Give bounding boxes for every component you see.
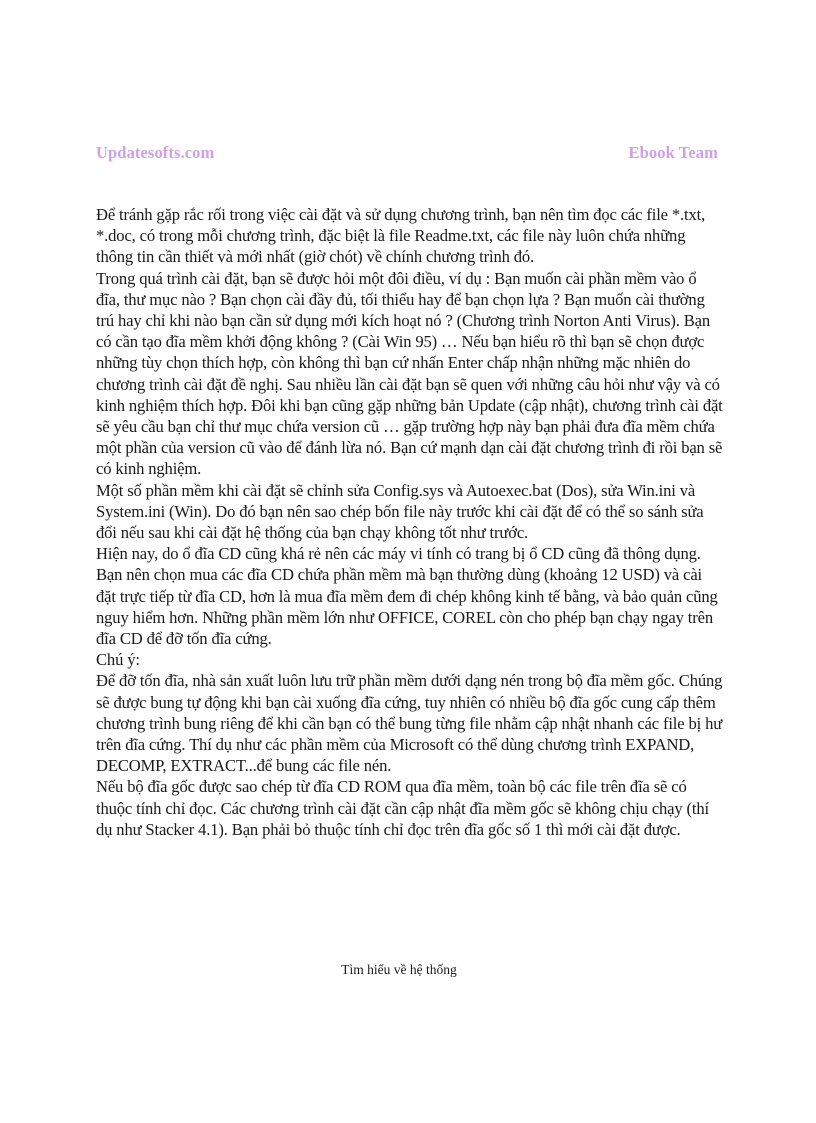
paragraph-compression: Để đỡ tốn đĩa, nhà sản xuất luôn lưu trữ phần mềm dưới dạng nén trong bộ đĩa mềm gốc. Chúng sẽ được bung tự động khi bạn cài xuống đĩa cứng, tuy nhiên có nhiều bộ đĩa gốc cung cấp thêm chương trình bung riêng để khi cần bạn có thể bung từng file nhằm cập nhật nhanh các file bị hư trên đĩa cứng. Thí dụ như các phần mềm của Microsoft có thể dùng chương trình EXPAND, DECOMP, EXTRACT...để bung các file nén.	[96, 671, 723, 776]
document-body	[96, 204, 724, 840]
paragraph-note-heading: Chú ý:	[96, 650, 140, 670]
header-team-name: Ebook Team	[628, 143, 718, 162]
page-header	[96, 142, 718, 164]
header-site-name: Updatesofts.com	[96, 143, 215, 162]
footer-title: Tìm hiểu về hệ thống	[341, 962, 457, 977]
paragraph-config-files: Một số phần mềm khi cài đặt sẽ chỉnh sửa Config.sys và Autoexec.bat (Dos), sửa Win.ini và System.ini (Win). Do đó bạn nên sao chép bốn file này trước khi cài đặt để có thể so sánh sửa đổi nếu sau khi cài đặt hệ thống của bạn chạy không tốt như trước.	[96, 480, 704, 543]
paragraph-install-process: Trong quá trình cài đặt, bạn sẽ được hỏi một đôi điều, ví dụ : Bạn muốn cài phần mềm vào ổ đĩa, thư mục nào ? Bạn chọn cài đầy đủ, tối thiểu hay để bạn chọn lựa ? Bạn muốn cài thường trú hay chỉ khi nào bạn cần sử dụng mới kích hoạt nó ? (Chương trình Norton Anti Virus). Bạn có cần tạo đĩa mềm khởi động không ? (Cài Win 95) … Nếu bạn hiểu rõ thì bạn sẽ chọn được những tùy chọn thích hợp, còn không thì bạn cứ nhấn Enter chấp nhận những mặc nhiên do chương trình cài đặt đề nghị. Sau nhiều lần cài đặt bạn sẽ quen với những câu hỏi như vậy và có kinh nghiệm thích hợp. Đôi khi bạn cũng gặp những bản Update (cập nhật), chương trình cài đặt sẽ yêu cầu bạn chỉ thư mục chứa version cũ … gặp trường hợp này bạn phải đưa đĩa mềm chứa một phần của version cũ vào để đánh lừa nó. Bạn cứ mạnh dạn cài đặt chương trình đi rồi bạn sẽ có kinh nghiệm.	[96, 268, 723, 479]
page-footer	[0, 962, 816, 978]
paragraph-intro: Để tránh gặp rắc rối trong việc cài đặt và sử dụng chương trình, bạn nên tìm đọc các file *.txt, *.doc, có trong mỗi chương trình, đặc biệt là file Readme.txt, các file này luôn chứa những thông tin cần thiết và mới nhất (giờ chót) về chính chương trình đó.	[96, 205, 706, 267]
paragraph-read-only: Nếu bộ đĩa gốc được sao chép từ đĩa CD ROM qua đĩa mềm, toàn bộ các file trên đĩa sẽ có thuộc tính chỉ đọc. Các chương trình cài đặt cần cập nhật đĩa mềm gốc sẽ không chịu chạy (thí dụ như Stacker 4.1). Bạn phải bỏ thuộc tính chỉ đọc trên đĩa gốc số 1 thì mới cài đặt được.	[96, 777, 709, 839]
paragraph-cd-drives: Hiện nay, do ổ đĩa CD cũng khá rẻ nên các máy vi tính có trang bị ổ CD cũng đã thông dụng. Bạn nên chọn mua các đĩa CD chứa phần mềm mà bạn thường dùng (khoảng 12 USD) và cài đặt trực tiếp từ đĩa CD, hơn là mua đĩa mềm đem đi chép không kinh tế bằng, và bảo quản cũng nguy hiểm hơn. Những phần mềm lớn như OFFICE, COREL còn cho phép bạn chạy ngay trên đĩa CD để đỡ tốn đĩa cứng.	[96, 544, 718, 649]
